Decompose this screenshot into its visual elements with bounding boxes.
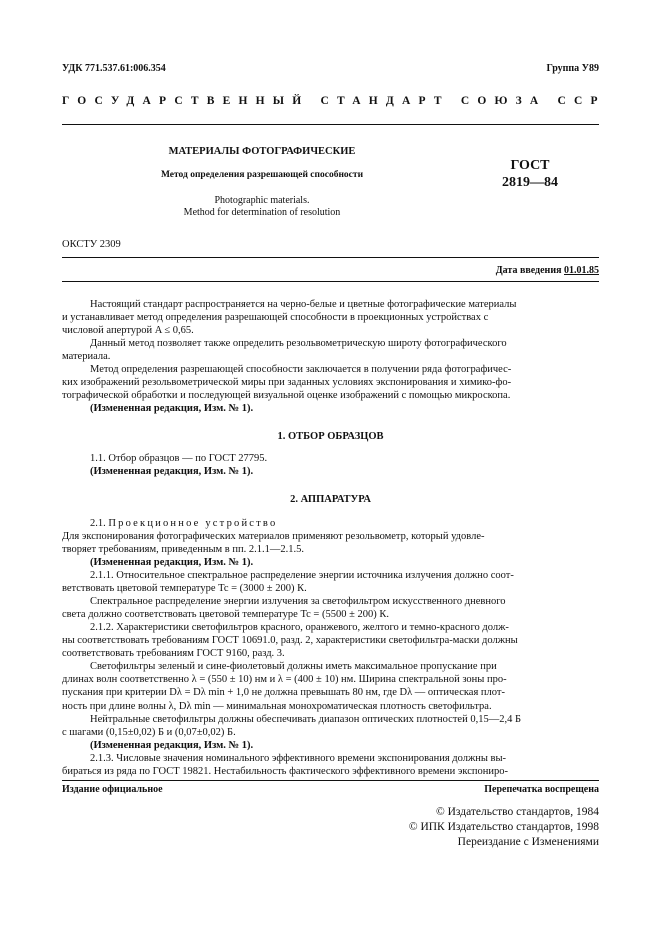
text-line: (Измененная редакция, Изм. № 1). <box>90 740 254 751</box>
clause-2-1-3 <box>62 752 599 778</box>
state-standard-banner: ГОСУДАРСТВЕННЫЙ СТАНДАРТ СОЮЗА ССР <box>62 95 606 107</box>
footer-divider <box>62 780 599 781</box>
text-line: материала. <box>62 351 111 363</box>
text-line: (Измененная редакция, Изм. № 1). <box>90 466 254 477</box>
text-line: длинах волн соответственно λ = (550 ± 10) нм и λ = (400 ± 10) нм. Ширина спектральной зоны про- <box>62 674 507 686</box>
document-title: МАТЕРИАЛЫ ФОТОГРАФИЧЕСКИЕ <box>168 146 356 157</box>
section-2-1-amendment <box>62 556 599 569</box>
intro-paragraph-3 <box>62 363 599 403</box>
section-1-item <box>62 452 599 465</box>
text-line: ность при длине волны λ, Dλ min — минимальная монохроматическая плотность светофильтра. <box>62 700 492 712</box>
text-line: 2.1.3. Числовые значения номинального эффективного времени экспонирования должны вы- <box>90 753 507 764</box>
okstu-code: ОКСТУ 2309 <box>62 239 121 250</box>
text-line: бираться из ряда по ГОСТ 19821. Нестабильность фактического эффективного времени экспониро- <box>62 766 509 778</box>
english-title-line-2: Method for determination of resolution <box>183 207 341 218</box>
gost-number: 2819—84 <box>502 175 558 190</box>
subsection-number: 2.1. <box>90 518 106 529</box>
reissue-note: Переиздание с Изменениями <box>457 836 599 848</box>
clause-2-1-1 <box>62 569 599 595</box>
intro-amendment <box>62 402 599 415</box>
intro-paragraph-2 <box>62 337 599 363</box>
clause-2-1-2 <box>62 621 599 661</box>
section-2-amendment <box>62 739 599 752</box>
clause-2-1-1-daylight <box>62 595 599 621</box>
clause-2-1-2-neutral <box>62 713 599 739</box>
english-title-line-1: Photographic materials. <box>214 195 310 206</box>
official-edition-label: Издание официальное <box>62 784 163 795</box>
text-line: тографической обработки и последующей визуальной оценке изображений с помощью микроскопа. <box>62 390 511 402</box>
text-line: и устанавливает метод определения разрешающей способности в проекционных устройствах с <box>62 312 489 324</box>
copyright-1984: © Издательство стандартов, 1984 <box>435 806 599 818</box>
text-line: соответствовать требованиям ГОСТ 9160, разд. 3. <box>62 648 285 660</box>
intro-paragraph-1 <box>62 298 599 338</box>
introduction-date <box>496 265 599 276</box>
copyright-1998: © ИПК Издательство стандартов, 1998 <box>408 821 599 833</box>
clause-2-1-2-filters <box>62 660 599 713</box>
text-line: (Измененная редакция, Изм. № 1). <box>90 557 254 568</box>
text-line: 2.1.2. Характеристики светофильтров красного, оранжевого, желтого и темно-красного долж- <box>90 622 509 633</box>
text-line: Для экспонирования фотографических материалов применяют резольвометр, который удовле- <box>62 531 485 542</box>
okstu-divider <box>62 257 599 258</box>
text-line: Светофильтры зеленый и сине-фиолетовый должны иметь максимальное пропускание при <box>90 661 497 672</box>
gost-label: ГОСТ <box>510 158 550 173</box>
document-subtitle: Метод определения разрешающей способности <box>160 170 364 180</box>
text-line: 1.1. Отбор образцов — по ГОСТ 27795. <box>90 453 268 464</box>
group-code: Группа У89 <box>546 63 599 74</box>
text-line: ны соответствовать требованиям ГОСТ 10691.0, разд. 2, характеристики светофильтра-маски должны <box>62 635 518 647</box>
text-line: ветствовать цветовой температуре Tc = (3000 ± 200) К. <box>62 583 307 595</box>
section-1-amendment <box>62 465 599 478</box>
text-line: 2.1.1. Относительное спектральное распределение энергии источника излучения должно соот- <box>90 570 514 581</box>
text-line: пускания при критерии Dλ = Dλ min + 1,0 не должна превышать 80 нм, где Dλ — оптическая плот- <box>62 687 505 699</box>
introduction-date-label: Дата введения <box>495 265 562 276</box>
text-line: Нейтральные светофильтры должны обеспечивать диапазон оптических плотностей 0,15—2,4 Б <box>90 714 521 725</box>
text-line: с шагами (0,15±0,02) Б и (0,07±0,02) Б. <box>62 727 236 739</box>
text-line: числовой апертурой A ≤ 0,65. <box>62 325 194 337</box>
text-line: Метод определения разрешающей способности заключается в получении ряда фотографичес- <box>90 364 512 375</box>
text-line: Спектральное распределение энергии излучения за светофильтром искусственного дневного <box>90 596 506 607</box>
section-2-heading: 2. АППАРАТУРА <box>290 494 371 505</box>
text-line: Настоящий стандарт распространяется на черно-белые и цветные фотографические материалы <box>90 299 517 310</box>
text-line: (Измененная редакция, Изм. № 1). <box>90 403 254 414</box>
section-1-heading: 1. ОТБОР ОБРАЗЦОВ <box>277 431 384 442</box>
text-line: света должно соответствовать цветовой температуре Tc = (5500 ± 200) К. <box>62 609 389 621</box>
section-2-1-title <box>62 517 599 530</box>
text-line: Данный метод позволяет также определить резольвометрическую широту фотографического <box>90 338 507 349</box>
text-line: творяет требованиям, приведенным в пп. 2.1.1—2.1.5. <box>62 544 305 556</box>
text-line: ких изображений резольвометрической миры при заданных условиях экспонирования и химико-фо- <box>62 377 512 389</box>
header-divider <box>62 124 599 125</box>
date-divider <box>62 281 599 282</box>
udk-code: УДК 771.537.61:006.354 <box>62 63 166 74</box>
section-2-1-text <box>62 530 599 556</box>
subsection-title: Проекционное устройство <box>108 518 278 529</box>
reprint-notice: Перепечатка воспрещена <box>484 784 599 795</box>
introduction-date-value: 01.01.85 <box>564 265 599 276</box>
text-line <box>62 517 599 530</box>
